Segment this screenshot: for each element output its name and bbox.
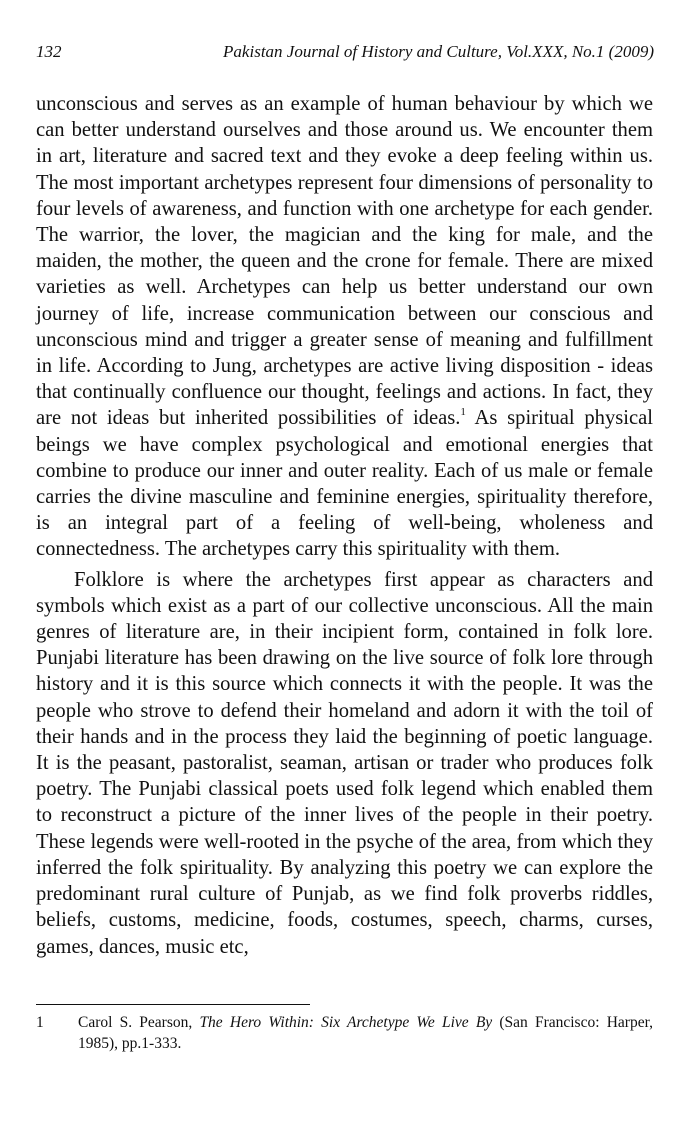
- journal-title: Pakistan Journal of History and Culture, Vol.XXX, No.1 (2009): [223, 42, 654, 61]
- footnote-author: Carol S. Pearson,: [78, 1014, 200, 1031]
- footnote-reference[interactable]: 1: [460, 406, 466, 419]
- body-text: [36, 91, 653, 960]
- footnote-divider: [36, 1004, 310, 1005]
- page-number: 132: [36, 42, 62, 61]
- paragraph-2: Folklore is where the archetypes first appear as characters and symbols which exist as a part of our collective unconscious. All the main genres of literature are, in their incipient form, contained in folk lore. Punjabi literature has been drawing on the live source of folk lore through history and it is this source which connects it with the people. It was the people who strove to defend their homeland and adorn it with the toil of their hands and in the process they laid the beginning of poetic language. It is the peasant, pastoralist, seaman, artisan or trader who produces folk poetry. The Punjabi classical poets used folk legend which enabled them to reconstruct a picture of the inner lives of the people in their poetry. These legends were well-rooted in the psyche of the area, from which they inferred the folk spirituality. By analyzing this poetry we can explore the predominant rural culture of Punjab, as we find folk proverbs riddles, beliefs, customs, medicine, foods, costumes, speech, charms, curses, games, dances, music etc,: [36, 568, 653, 958]
- footnote: [36, 1012, 653, 1054]
- paragraph-1-text-continued: As spiritual physical beings we have complex psychological and emotional energies that combine to produce our inner and outer reality. Each of us male or female carries the divine masculine and feminine energies, spirituality therefore, is an integral part of a feeling of well-being, wholeness and connectedness. The archetypes carry this spirituality with them.: [36, 407, 653, 561]
- footnote-publication-details: (San Francisco: Harper, 1985), pp.1-333.: [78, 1014, 653, 1052]
- footnote-book-title: The Hero Within: Six Archetype We Live By: [199, 1014, 493, 1031]
- footnote-text: [78, 1012, 653, 1054]
- paragraph-1: [36, 91, 653, 563]
- paragraph-1-text: unconscious and serves as an example of human behaviour by which we can better understand ourselves and those around us. We encounter them in art, literature and sacred text and they evoke a deep feeling within us. The most important archetypes represent four dimensions of personality to four levels of awareness, and function with one archetype for each gender. The warrior, the lover, the magician and the king for male, and the maiden, the mother, the queen and the crone for female. There are mixed varieties as well. Archetypes can help us better understand our own journey of life, increase communication between our conscious and unconscious mind and trigger a greater sense of meaning and fulfillment in life. According to Jung, archetypes are active living disposition - ideas that continually confluence our thought, feelings and actions. In fact, they are not ideas but inherited possibilities of ideas.: [36, 93, 653, 430]
- running-header: [36, 40, 654, 64]
- footnote-number: 1: [36, 1014, 44, 1031]
